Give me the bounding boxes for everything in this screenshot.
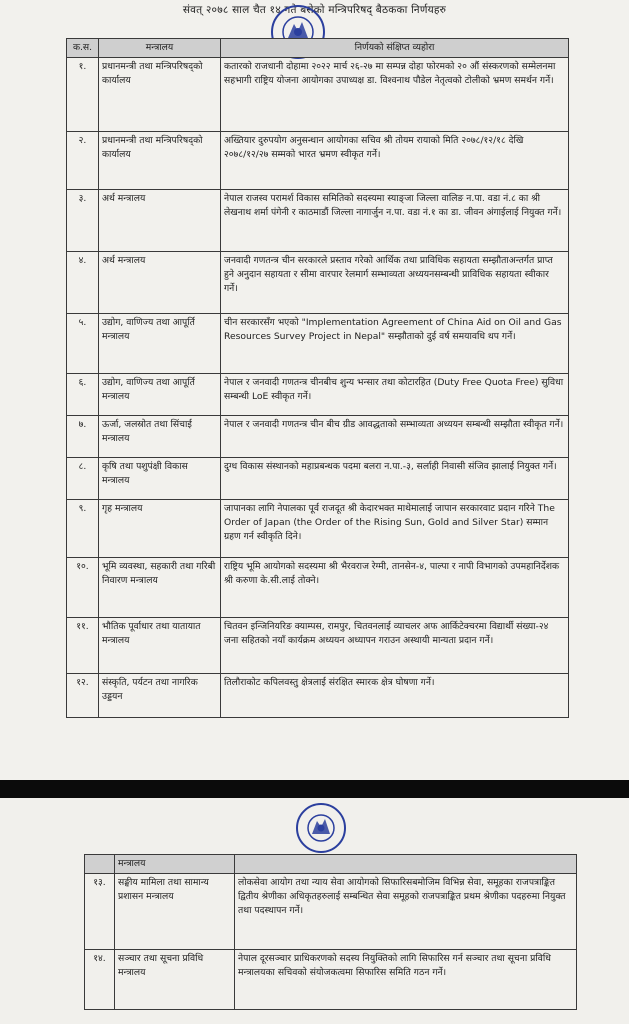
table-header-row xyxy=(67,39,569,58)
row-serial: ९. xyxy=(67,500,99,558)
header-decision: निर्णयको संक्षिप्त व्यहोरा xyxy=(221,39,569,58)
table-row xyxy=(67,252,569,314)
row-ministry: उद्योग, वाणिज्य तथा आपूर्ति मन्त्रालय xyxy=(99,314,221,374)
row-decision: राष्ट्रिय भूमि आयोगको सदस्यमा श्री भैरवराज रेग्मी, तानसेन-४, पाल्पा र नापी विभागको उपमहानिर्देशक श्री करुणा के.सी.लाई तोक्ने। xyxy=(221,558,569,618)
row-serial: १०. xyxy=(67,558,99,618)
table-row xyxy=(67,416,569,458)
header-serial: क.स. xyxy=(67,39,99,58)
row-ministry: कृषि तथा पशुपंक्षी विकास मन्त्रालय xyxy=(99,458,221,500)
row-decision: कतारको राजधानी दोहामा २०२२ मार्च २६-२७ मा सम्पन्न दोहा फोरमको २० औं संस्करणको सम्मेलनमा सहभागी राष्ट्रिय योजना आयोगका उपाध्यक्ष डा. विश्वनाथ पौडेल नेतृत्वको टोलीको भ्रमण समर्थन गर्ने। xyxy=(221,58,569,132)
row-ministry: भौतिक पूर्वाधार तथा यातायात मन्त्रालय xyxy=(99,618,221,674)
row-serial: १४. xyxy=(85,950,115,1010)
row-decision: जनवादी गणतन्त्र चीन सरकारले प्रस्ताव गरेको आर्थिक तथा प्राविधिक सहायता सम्झौताअन्तर्गत प्राप्त हुने अनुदान सहायता र सीमा वारपार रेलमार्ग सम्भाव्यता अध्ययनसम्बन्धी प्राविधिक सहायता स्वीकार गर्ने। xyxy=(221,252,569,314)
row-ministry: ऊर्जा, जलस्रोत तथा सिंचाई मन्त्रालय xyxy=(99,416,221,458)
row-decision: नेपाल र जनवादी गणतन्त्र चीन बीच ग्रीड आवद्धताको सम्भाव्यता अध्ययन सम्बन्धी सम्झौता स्वीकृत गर्ने। xyxy=(221,416,569,458)
row-decision: जापानका लागि नेपालका पूर्व राजदूत श्री केदारभक्त माथेमालाई जापान सरकारवाट प्रदान गरिने The Order of Japan (the Order of the Rising Sun, Gold and Silver Star) सम्मान ग्रहण गर्न स्वीकृति दिने। xyxy=(221,500,569,558)
row-serial: १३. xyxy=(85,874,115,950)
row-serial: ८. xyxy=(67,458,99,500)
table-row xyxy=(67,674,569,718)
row-ministry: प्रधानमन्त्री तथा मन्त्रिपरिषद्को कार्यालय xyxy=(99,58,221,132)
row-decision: नेपाल र जनवादी गणतन्त्र चीनबीच शुन्य भन्सार तथा कोटारहित (Duty Free Quota Free) सुविधा सम्बन्धी LoE स्वीकृत गर्ने। xyxy=(221,374,569,416)
document-page-2 xyxy=(0,798,629,1024)
row-ministry: प्रधानमन्त्री तथा मन्त्रिपरिषद्को कार्यालय xyxy=(99,132,221,190)
header-ministry: मन्त्रालय xyxy=(115,855,235,874)
row-ministry: उद्योग, वाणिज्य तथा आपूर्ति मन्त्रालय xyxy=(99,374,221,416)
row-ministry: गृह मन्त्रालय xyxy=(99,500,221,558)
row-ministry: अर्थ मन्त्रालय xyxy=(99,190,221,252)
header-ministry: मन्त्रालय xyxy=(99,39,221,58)
table-row xyxy=(85,950,577,1010)
row-serial: १. xyxy=(67,58,99,132)
row-ministry: संस्कृति, पर्यटन तथा नागरिक उड्डयन xyxy=(99,674,221,718)
decisions-table xyxy=(66,38,569,718)
row-serial: ६. xyxy=(67,374,99,416)
table-row xyxy=(67,500,569,558)
row-decision: नेपाल दूरसञ्चार प्राधिकरणको सदस्य नियुक्तिको लागि सिफारिस गर्न सञ्चार तथा सूचना प्रविधि मन्त्रालयका सचिवको संयोजकत्वमा सिफारिस समिति गठन गर्ने। xyxy=(235,950,577,1010)
page-title: संवत् २०७८ साल चैत १४ गते बसेको मन्त्रिपरिषद् बैठकका निर्णयहरु xyxy=(182,4,447,16)
row-decision: अख्तियार दुरुपयोग अनुसन्धान आयोगका सचिव श्री तोयम रायाको मिति २०७८/१२/१८ देखि २०७८/१२/२७ सम्मको भारत भ्रमण स्वीकृत गर्ने। xyxy=(221,132,569,190)
row-ministry: सञ्चार तथा सूचना प्रविधि मन्त्रालय xyxy=(115,950,235,1010)
table-header-row xyxy=(85,855,577,874)
row-serial: १२. xyxy=(67,674,99,718)
row-serial: ३. xyxy=(67,190,99,252)
row-decision: चीन सरकारसँग भएको "Implementation Agreement of China Aid on Oil and Gas Resources Survey Project in Nepal" सम्झौताको दुई वर्ष समयावधि थप गर्ने। xyxy=(221,314,569,374)
row-decision: नेपाल राजस्व परामर्श विकास समितिको सदस्यमा स्याङ्जा जिल्ला वालिङ न.पा. वडा नं.८ का श्री लेखनाथ शर्मा पंगेनी र काठमाडौं जिल्ला नागार्जुन न.पा. वडा नं.१ का डा. जीवन अंगाईलाई नियुक्त गर्ने। xyxy=(221,190,569,252)
header-serial-empty xyxy=(85,855,115,874)
row-ministry: भूमि व्यवस्था, सहकारी तथा गरिबी निवारण मन्त्रालय xyxy=(99,558,221,618)
table-row xyxy=(67,58,569,132)
table-row xyxy=(67,132,569,190)
row-serial: ४. xyxy=(67,252,99,314)
row-decision: दुग्ध विकास संस्थानको महाप्रबन्धक पदमा बलरा न.पा.-३, सर्लाही निवासी संजिव झालाई नियुक्त गर्ने। xyxy=(221,458,569,500)
row-ministry: अर्थ मन्त्रालय xyxy=(99,252,221,314)
table-row xyxy=(67,618,569,674)
row-ministry: सङ्घीय मामिला तथा सामान्य प्रशासन मन्त्रालय xyxy=(115,874,235,950)
header-decision-empty xyxy=(235,855,577,874)
row-serial: ११. xyxy=(67,618,99,674)
row-serial: २. xyxy=(67,132,99,190)
decisions-table-continued xyxy=(84,854,577,1010)
page-separator xyxy=(0,780,629,798)
row-decision: चितवन इन्जिनियरिङ क्याम्पस, रामपुर, चितवनलाई व्याचलर अफ आर्किटेक्चरमा विद्यार्थी संख्या-२४ जना सहितको नयाँ कार्यक्रम अध्ययन अध्यापन गराउन अस्थायी मान्यता प्रदान गर्ने। xyxy=(221,618,569,674)
row-serial: ५. xyxy=(67,314,99,374)
row-decision: लोकसेवा आयोग तथा न्याय सेवा आयोगको सिफारिसबमोजिम विभिन्न सेवा, समूहका राजपत्राङ्कित द्वितीय श्रेणीका अधिकृतहरुलाई सम्बन्धित सेवा समूहको राजपत्राङ्कित प्रथम श्रेणीका पदहरुमा नियुक्त तथा पदस्थापन गर्ने। xyxy=(235,874,577,950)
table-row xyxy=(67,314,569,374)
row-serial: ७. xyxy=(67,416,99,458)
table-row xyxy=(67,374,569,416)
table-row xyxy=(85,874,577,950)
table-row xyxy=(67,458,569,500)
table-row xyxy=(67,558,569,618)
table-row xyxy=(67,190,569,252)
row-decision: तिलौराकोट कपिलवस्तु क्षेत्रलाई संरक्षित स्मारक क्षेत्र घोषणा गर्ने। xyxy=(221,674,569,718)
